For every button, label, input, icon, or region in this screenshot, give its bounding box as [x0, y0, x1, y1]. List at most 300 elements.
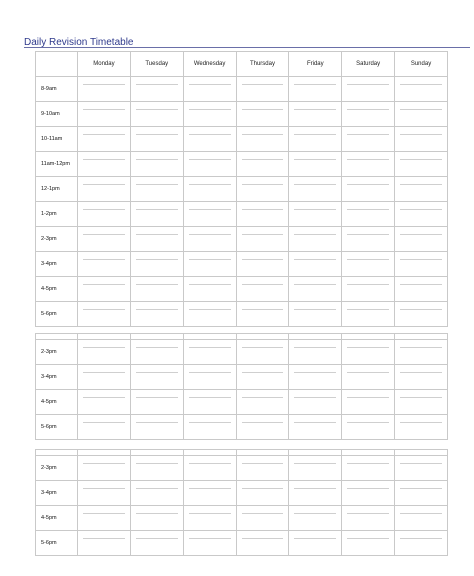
writing-line	[189, 347, 231, 348]
schedule-cell[interactable]	[342, 252, 395, 277]
schedule-cell[interactable]	[236, 202, 289, 227]
schedule-cell[interactable]	[342, 102, 395, 127]
writing-line	[294, 538, 336, 539]
schedule-cell[interactable]	[395, 152, 448, 177]
writing-line	[136, 184, 178, 185]
writing-line	[136, 159, 178, 160]
schedule-cell[interactable]	[130, 252, 183, 277]
writing-line	[347, 184, 389, 185]
time-slot-row	[36, 77, 448, 102]
time-slot-label: 3-4pm	[36, 365, 78, 390]
writing-line	[83, 209, 125, 210]
writing-line	[347, 259, 389, 260]
writing-line	[242, 463, 284, 464]
writing-line	[83, 488, 125, 489]
writing-line	[189, 184, 231, 185]
schedule-cell[interactable]	[395, 531, 448, 556]
writing-line	[347, 234, 389, 235]
schedule-cell[interactable]	[395, 102, 448, 127]
writing-line	[294, 372, 336, 373]
writing-line	[189, 309, 231, 310]
writing-line	[294, 422, 336, 423]
writing-line	[347, 209, 389, 210]
schedule-cell[interactable]	[183, 531, 236, 556]
schedule-cell[interactable]	[395, 252, 448, 277]
schedule-cell[interactable]	[78, 415, 131, 440]
writing-line	[400, 209, 442, 210]
schedule-cell[interactable]	[395, 177, 448, 202]
time-slot-label: 4-5pm	[36, 390, 78, 415]
writing-line	[347, 372, 389, 373]
time-slot-row	[36, 277, 448, 302]
schedule-cell[interactable]	[183, 152, 236, 177]
schedule-cell[interactable]	[236, 227, 289, 252]
time-slot-label: 9-10am	[36, 102, 78, 127]
page-title: Daily Revision Timetable	[24, 37, 134, 48]
schedule-cell[interactable]	[289, 506, 342, 531]
schedule-cell[interactable]	[78, 202, 131, 227]
schedule-cell[interactable]	[289, 202, 342, 227]
writing-line	[189, 259, 231, 260]
time-slot-row	[36, 227, 448, 252]
schedule-cell[interactable]	[183, 365, 236, 390]
schedule-cell[interactable]	[130, 227, 183, 252]
writing-line	[294, 397, 336, 398]
writing-line	[83, 159, 125, 160]
schedule-cell[interactable]	[183, 415, 236, 440]
schedule-cell[interactable]	[342, 202, 395, 227]
writing-line	[400, 184, 442, 185]
day-header-row	[36, 52, 448, 77]
schedule-cell[interactable]	[236, 127, 289, 152]
schedule-cell[interactable]	[78, 227, 131, 252]
writing-line	[242, 488, 284, 489]
schedule-cell[interactable]	[183, 302, 236, 327]
writing-line	[136, 463, 178, 464]
schedule-cell[interactable]	[236, 152, 289, 177]
writing-line	[400, 234, 442, 235]
schedule-cell[interactable]	[236, 506, 289, 531]
writing-line	[400, 372, 442, 373]
schedule-cell[interactable]	[236, 456, 289, 481]
schedule-cell[interactable]	[342, 531, 395, 556]
schedule-cell[interactable]	[130, 481, 183, 506]
writing-line	[189, 234, 231, 235]
schedule-cell[interactable]	[78, 302, 131, 327]
writing-line	[347, 488, 389, 489]
writing-line	[242, 309, 284, 310]
schedule-cell[interactable]	[395, 456, 448, 481]
schedule-cell[interactable]	[342, 227, 395, 252]
schedule-cell[interactable]	[342, 390, 395, 415]
writing-line	[400, 84, 442, 85]
schedule-cell[interactable]	[78, 102, 131, 127]
schedule-cell[interactable]	[130, 340, 183, 365]
schedule-cell[interactable]	[395, 481, 448, 506]
time-slot-label: 3-4pm	[36, 481, 78, 506]
writing-line	[347, 84, 389, 85]
writing-line	[400, 284, 442, 285]
time-slot-row	[36, 531, 448, 556]
schedule-cell[interactable]	[236, 302, 289, 327]
writing-line	[294, 347, 336, 348]
schedule-cell[interactable]	[78, 340, 131, 365]
schedule-cell[interactable]	[236, 481, 289, 506]
time-slot-row	[36, 252, 448, 277]
time-slot-row	[36, 456, 448, 481]
writing-line	[83, 372, 125, 373]
time-slot-label: 5-6pm	[36, 302, 78, 327]
writing-line	[294, 284, 336, 285]
day-header: Monday	[78, 52, 131, 77]
writing-line	[242, 513, 284, 514]
schedule-cell[interactable]	[183, 481, 236, 506]
schedule-cell[interactable]	[342, 415, 395, 440]
schedule-cell[interactable]	[183, 77, 236, 102]
schedule-cell[interactable]	[130, 177, 183, 202]
schedule-cell[interactable]	[236, 390, 289, 415]
writing-line	[294, 134, 336, 135]
writing-line	[189, 422, 231, 423]
schedule-cell[interactable]	[289, 77, 342, 102]
writing-line	[400, 109, 442, 110]
schedule-cell[interactable]	[78, 481, 131, 506]
time-slot-label: 5-6pm	[36, 415, 78, 440]
writing-line	[294, 259, 336, 260]
schedule-cell[interactable]	[289, 390, 342, 415]
schedule-cell[interactable]	[130, 506, 183, 531]
time-slot-row	[36, 340, 448, 365]
schedule-cell[interactable]	[130, 202, 183, 227]
corner-cell	[36, 52, 78, 77]
writing-line	[83, 347, 125, 348]
schedule-cell[interactable]	[289, 127, 342, 152]
writing-line	[136, 209, 178, 210]
schedule-cell[interactable]	[289, 277, 342, 302]
schedule-cell[interactable]	[236, 252, 289, 277]
writing-line	[400, 538, 442, 539]
writing-line	[83, 234, 125, 235]
writing-line	[136, 538, 178, 539]
writing-line	[294, 159, 336, 160]
schedule-cell[interactable]	[78, 456, 131, 481]
time-slot-row	[36, 365, 448, 390]
writing-line	[136, 372, 178, 373]
writing-line	[294, 209, 336, 210]
schedule-cell[interactable]	[130, 152, 183, 177]
writing-line	[242, 397, 284, 398]
writing-line	[189, 134, 231, 135]
writing-line	[400, 488, 442, 489]
schedule-cell[interactable]	[342, 302, 395, 327]
time-slot-label: 4-5pm	[36, 506, 78, 531]
title-underline	[24, 47, 470, 48]
schedule-cell[interactable]	[342, 277, 395, 302]
writing-line	[83, 513, 125, 514]
writing-line	[347, 159, 389, 160]
time-slot-label: 1-2pm	[36, 202, 78, 227]
writing-line	[400, 134, 442, 135]
time-slot-row	[36, 481, 448, 506]
schedule-cell[interactable]	[183, 506, 236, 531]
time-slot-row	[36, 177, 448, 202]
writing-line	[189, 488, 231, 489]
schedule-cell[interactable]	[130, 302, 183, 327]
writing-line	[347, 422, 389, 423]
schedule-cell[interactable]	[130, 127, 183, 152]
writing-line	[400, 309, 442, 310]
schedule-cell[interactable]	[130, 277, 183, 302]
schedule-cell[interactable]	[289, 415, 342, 440]
writing-line	[136, 84, 178, 85]
schedule-cell[interactable]	[342, 340, 395, 365]
writing-line	[83, 134, 125, 135]
writing-line	[347, 538, 389, 539]
writing-line	[400, 463, 442, 464]
writing-line	[242, 234, 284, 235]
time-slot-row	[36, 506, 448, 531]
day-header: Thursday	[236, 52, 289, 77]
schedule-cell[interactable]	[130, 77, 183, 102]
schedule-cell[interactable]	[342, 152, 395, 177]
schedule-cell[interactable]	[236, 415, 289, 440]
writing-line	[136, 347, 178, 348]
writing-line	[189, 463, 231, 464]
writing-line	[83, 109, 125, 110]
schedule-cell[interactable]	[130, 456, 183, 481]
writing-line	[83, 284, 125, 285]
schedule-cell[interactable]	[183, 127, 236, 152]
writing-line	[136, 284, 178, 285]
schedule-cell[interactable]	[183, 340, 236, 365]
time-slot-row	[36, 390, 448, 415]
time-slot-label: 3-4pm	[36, 252, 78, 277]
writing-line	[347, 134, 389, 135]
writing-line	[242, 284, 284, 285]
schedule-cell[interactable]	[78, 277, 131, 302]
writing-line	[347, 284, 389, 285]
time-slot-row	[36, 102, 448, 127]
time-slot-label: 2-3pm	[36, 340, 78, 365]
schedule-cell[interactable]	[289, 102, 342, 127]
schedule-cell[interactable]	[395, 506, 448, 531]
writing-line	[136, 234, 178, 235]
time-slot-row	[36, 202, 448, 227]
writing-line	[400, 259, 442, 260]
writing-line	[400, 397, 442, 398]
schedule-cell[interactable]	[395, 227, 448, 252]
schedule-cell[interactable]	[342, 456, 395, 481]
writing-line	[347, 397, 389, 398]
schedule-cell[interactable]	[183, 177, 236, 202]
schedule-cell[interactable]	[236, 365, 289, 390]
writing-line	[136, 109, 178, 110]
writing-line	[347, 513, 389, 514]
time-slot-label: 5-6pm	[36, 531, 78, 556]
writing-line	[294, 309, 336, 310]
writing-line	[242, 422, 284, 423]
schedule-cell[interactable]	[289, 456, 342, 481]
schedule-cell[interactable]	[130, 531, 183, 556]
writing-line	[347, 109, 389, 110]
writing-line	[347, 309, 389, 310]
writing-line	[294, 184, 336, 185]
writing-line	[83, 538, 125, 539]
writing-line	[400, 422, 442, 423]
writing-line	[242, 84, 284, 85]
schedule-cell[interactable]	[289, 152, 342, 177]
writing-line	[136, 259, 178, 260]
time-slot-row	[36, 415, 448, 440]
writing-line	[400, 159, 442, 160]
schedule-cell[interactable]	[236, 77, 289, 102]
writing-line	[136, 134, 178, 135]
time-slot-row	[36, 152, 448, 177]
schedule-cell[interactable]	[289, 365, 342, 390]
schedule-cell[interactable]	[342, 365, 395, 390]
schedule-cell[interactable]	[183, 252, 236, 277]
schedule-cell[interactable]	[342, 77, 395, 102]
time-slot-label: 2-3pm	[36, 227, 78, 252]
schedule-cell[interactable]	[342, 506, 395, 531]
writing-line	[400, 513, 442, 514]
writing-line	[294, 109, 336, 110]
writing-line	[189, 209, 231, 210]
day-header: Sunday	[395, 52, 448, 77]
schedule-cell[interactable]	[395, 415, 448, 440]
time-slot-label: 11am-12pm	[36, 152, 78, 177]
writing-line	[189, 397, 231, 398]
writing-line	[83, 184, 125, 185]
timetable-main	[35, 51, 448, 327]
writing-line	[347, 347, 389, 348]
schedule-cell[interactable]	[78, 177, 131, 202]
writing-line	[83, 422, 125, 423]
writing-line	[136, 309, 178, 310]
writing-line	[294, 84, 336, 85]
schedule-cell[interactable]	[183, 102, 236, 127]
schedule-cell[interactable]	[183, 227, 236, 252]
writing-line	[189, 109, 231, 110]
writing-line	[242, 259, 284, 260]
schedule-cell[interactable]	[236, 177, 289, 202]
schedule-cell[interactable]	[342, 481, 395, 506]
writing-line	[189, 538, 231, 539]
schedule-cell[interactable]	[395, 127, 448, 152]
timetable-extra-1	[35, 333, 448, 440]
timetable-extra-2	[35, 449, 448, 556]
schedule-cell[interactable]	[130, 415, 183, 440]
schedule-cell[interactable]	[78, 506, 131, 531]
time-slot-row	[36, 127, 448, 152]
writing-line	[242, 372, 284, 373]
writing-line	[294, 463, 336, 464]
time-slot-label: 8-9am	[36, 77, 78, 102]
schedule-cell[interactable]	[78, 252, 131, 277]
writing-line	[400, 347, 442, 348]
schedule-cell[interactable]	[183, 456, 236, 481]
time-slot-label: 4-5pm	[36, 277, 78, 302]
schedule-cell[interactable]	[342, 177, 395, 202]
schedule-cell[interactable]	[395, 365, 448, 390]
time-slot-label: 2-3pm	[36, 456, 78, 481]
writing-line	[294, 488, 336, 489]
schedule-cell[interactable]	[395, 340, 448, 365]
schedule-cell[interactable]	[78, 77, 131, 102]
writing-line	[83, 309, 125, 310]
writing-line	[136, 397, 178, 398]
writing-line	[189, 84, 231, 85]
schedule-cell[interactable]	[395, 390, 448, 415]
schedule-cell[interactable]	[289, 177, 342, 202]
schedule-cell[interactable]	[289, 481, 342, 506]
writing-line	[189, 284, 231, 285]
schedule-cell[interactable]	[183, 202, 236, 227]
writing-line	[294, 234, 336, 235]
writing-line	[242, 159, 284, 160]
schedule-cell[interactable]	[289, 227, 342, 252]
writing-line	[189, 159, 231, 160]
schedule-cell[interactable]	[289, 340, 342, 365]
writing-line	[83, 397, 125, 398]
schedule-cell[interactable]	[342, 127, 395, 152]
writing-line	[189, 372, 231, 373]
schedule-cell[interactable]	[236, 277, 289, 302]
time-slot-label: 12-1pm	[36, 177, 78, 202]
schedule-cell[interactable]	[236, 340, 289, 365]
writing-line	[242, 184, 284, 185]
schedule-cell[interactable]	[289, 531, 342, 556]
schedule-cell[interactable]	[236, 102, 289, 127]
writing-line	[242, 538, 284, 539]
writing-line	[83, 463, 125, 464]
day-header: Friday	[289, 52, 342, 77]
schedule-cell[interactable]	[395, 202, 448, 227]
schedule-cell[interactable]	[78, 365, 131, 390]
day-header: Wednesday	[183, 52, 236, 77]
writing-line	[83, 84, 125, 85]
schedule-cell[interactable]	[183, 277, 236, 302]
writing-line	[242, 134, 284, 135]
schedule-cell[interactable]	[395, 77, 448, 102]
schedule-cell[interactable]	[78, 390, 131, 415]
schedule-cell[interactable]	[183, 390, 236, 415]
schedule-cell[interactable]	[236, 531, 289, 556]
writing-line	[242, 347, 284, 348]
schedule-cell[interactable]	[289, 252, 342, 277]
schedule-cell[interactable]	[130, 390, 183, 415]
writing-line	[136, 513, 178, 514]
schedule-cell[interactable]	[78, 127, 131, 152]
writing-line	[189, 513, 231, 514]
writing-line	[242, 209, 284, 210]
schedule-cell[interactable]	[395, 302, 448, 327]
writing-line	[242, 109, 284, 110]
writing-line	[83, 259, 125, 260]
schedule-cell[interactable]	[289, 302, 342, 327]
writing-line	[136, 488, 178, 489]
schedule-cell[interactable]	[78, 531, 131, 556]
time-slot-row	[36, 302, 448, 327]
day-header: Saturday	[342, 52, 395, 77]
writing-line	[136, 422, 178, 423]
schedule-cell[interactable]	[395, 277, 448, 302]
schedule-cell[interactable]	[130, 365, 183, 390]
schedule-cell[interactable]	[78, 152, 131, 177]
day-header: Tuesday	[130, 52, 183, 77]
writing-line	[347, 463, 389, 464]
schedule-cell[interactable]	[130, 102, 183, 127]
